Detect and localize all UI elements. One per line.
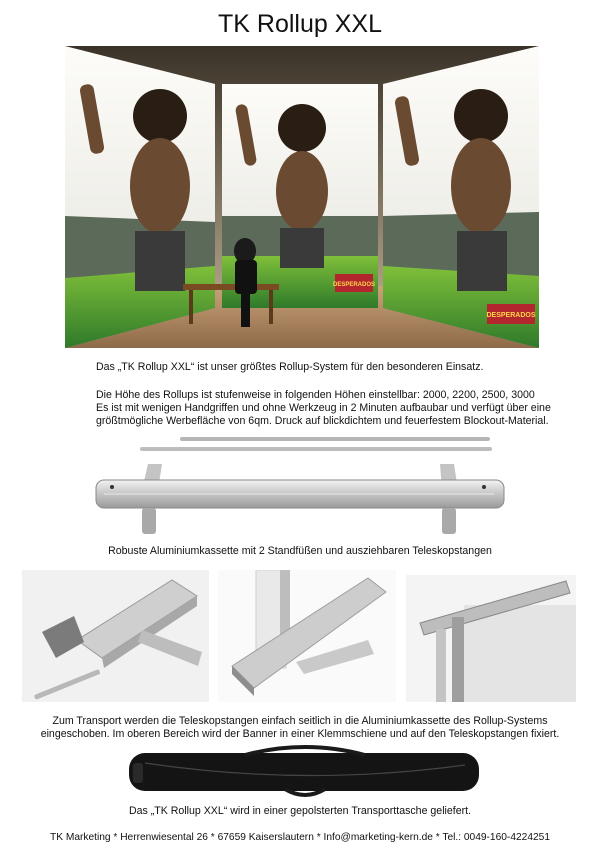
photo-foot-detail (218, 570, 396, 702)
transport-line-2: eingeschoben. Im oberen Bereich wird der Banner in einer Klemmschiene und auf den Teleskopstangen fixiert. (40, 728, 560, 740)
transport-bag-photo (125, 743, 485, 803)
photo-telescopic-poles (22, 570, 209, 702)
intro-text: Das „TK Rollup XXL“ ist unser größtes Rollup-System für den besonderen Einsatz. (96, 361, 484, 373)
brand-logo-middle: DESPERADOS (332, 282, 376, 288)
detail-line-1: Die Höhe des Rollups ist stufenweise in folgenden Höhen einstellbar: 2000, 2200, 2500, 3000 (96, 389, 535, 401)
photo-clamp-rail (406, 575, 576, 702)
page-title: TK Rollup XXL (218, 10, 382, 38)
footer-contact: TK Marketing * Herrenwiesental 26 * 67659 Kaiserslautern * Info@marketing-kern.de * Tel.: 0049-160-4224251 (49, 832, 550, 843)
bag-caption: Das „TK Rollup XXL“ wird in einer gepolsterten Transporttasche geliefert. (128, 805, 472, 817)
cassette-illustration (90, 432, 510, 542)
detail-line-3: größtmögliche Werbefläche von 6qm. Druck auf blickdichtem und feuerfestem Blockout-Material. (96, 415, 549, 427)
transport-line-1: Zum Transport werden die Teleskopstangen einfach seitlich in die Aluminiumkassette des Rollup-Systems (52, 715, 548, 727)
cassette-caption: Robuste Aluminiumkassette mit 2 Standfüßen und ausziehbaren Teleskopstangen (108, 545, 492, 557)
showroom-photo (65, 46, 539, 348)
brand-logo-right: DESPERADOS (486, 312, 536, 319)
detail-line-2: Es ist mit wenigen Handgriffen und ohne Werkzeug in 2 Minuten aufbaubar und verfügt über eine (96, 402, 551, 414)
